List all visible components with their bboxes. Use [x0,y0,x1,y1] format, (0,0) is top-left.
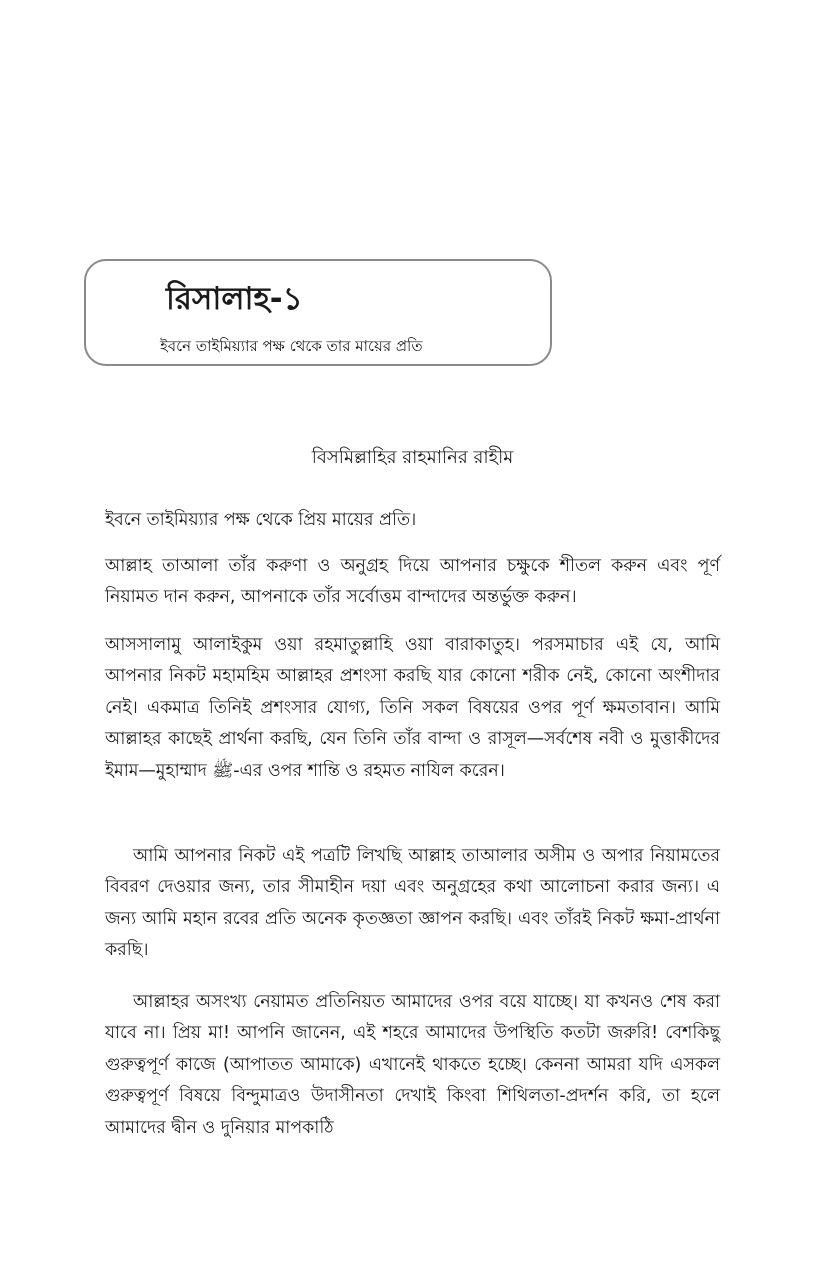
chapter-title: রিসালাহ-১ [166,281,303,317]
bismillah-heading: বিসমিল্লাহির রাহমানির রাহীম [311,447,514,468]
paragraph-dua: আল্লাহ তাআলা তাঁর করুণা ও অনুগ্রহ দিয়ে আপনার চক্ষুকে শীতল করুন এবং পূর্ণ নিয়ামত দান করুন, আপনাকে তাঁর সর্বোত্তম বান্দাদের অন্তর্ভুক্ত করুন। [105,556,720,608]
paragraph-purpose: আমি আপনার নিকট এই পত্রটি লিখছি আল্লাহ তাআলার অসীম ও অপার নিয়ামতের বিবরণ দেওয়ার জন্য, তার সীমাহীন দয়া এবং অনুগ্রহের কথা আলোচনা করার জন্য। এ জন্য আমি মহান রবের প্রতি অনেক কৃতজ্ঞতা জ্ঞাপন করছি। এবং তাঁরই নিকট ক্ষমা-প্রার্থনা করছি। [105,846,720,961]
chapter-subtitle: ইবনে তাইমিয়্যার পক্ষ থেকে তার মায়ের প্রতি [160,337,423,355]
paragraph-blessings: আল্লাহর অসংখ্য নেয়ামত প্রতিনিয়ত আমাদের ওপর বয়ে যাচ্ছে। যা কখনও শেষ করা যাবে না। প্রিয় মা! আপনি জানেন, এই শহরে আমাদের উপস্থিতি কতটা জরুরি! বেশকিছু গুরুত্বপূর্ণ কাজে (আপাতত আমাকে) এখানেই থাকতে হচ্ছে। কেননা আমরা যদি এসকল গুরুত্বপূর্ণ বিষয়ে বিন্দুমাত্রও উদাসীনতা দেখাই কিংবা শিথিলতা-প্রদর্শন করি, তা হলে আমাদের দ্বীন ও দুনিয়ার মাপকাঠি [105,992,720,1138]
paragraph-greeting: ইবনে তাইমিয়্যার পক্ষ থেকে প্রিয় মায়ের প্রতি। [105,510,417,530]
paragraph-salam: আসসালামু আলাইকুম ওয়া রহমাতুল্লাহি ওয়া বারাকাতুহ। পরসমাচার এই যে, আমি আপনার নিকট মহামহিম আল্লাহর প্রশংসা করছি যার কোনো শরীক নেই, কোনো অংশীদার নেই। একমাত্র তিনিই প্রশংসার যোগ্য, তিনি সকল বিষয়ের ওপর পূর্ণ ক্ষমতাবান। আমি আল্লাহর কাছেই প্রার্থনা করছি, যেন তিনি তাঁর বান্দা ও রাসূল—সর্বশেষ নবী ও মুত্তাকীদের ইমাম—মুহাম্মাদ ﷺ-এর ওপর শান্তি ও রহমত নাযিল করেন। [105,635,720,781]
chapter-title-box [84,259,552,366]
